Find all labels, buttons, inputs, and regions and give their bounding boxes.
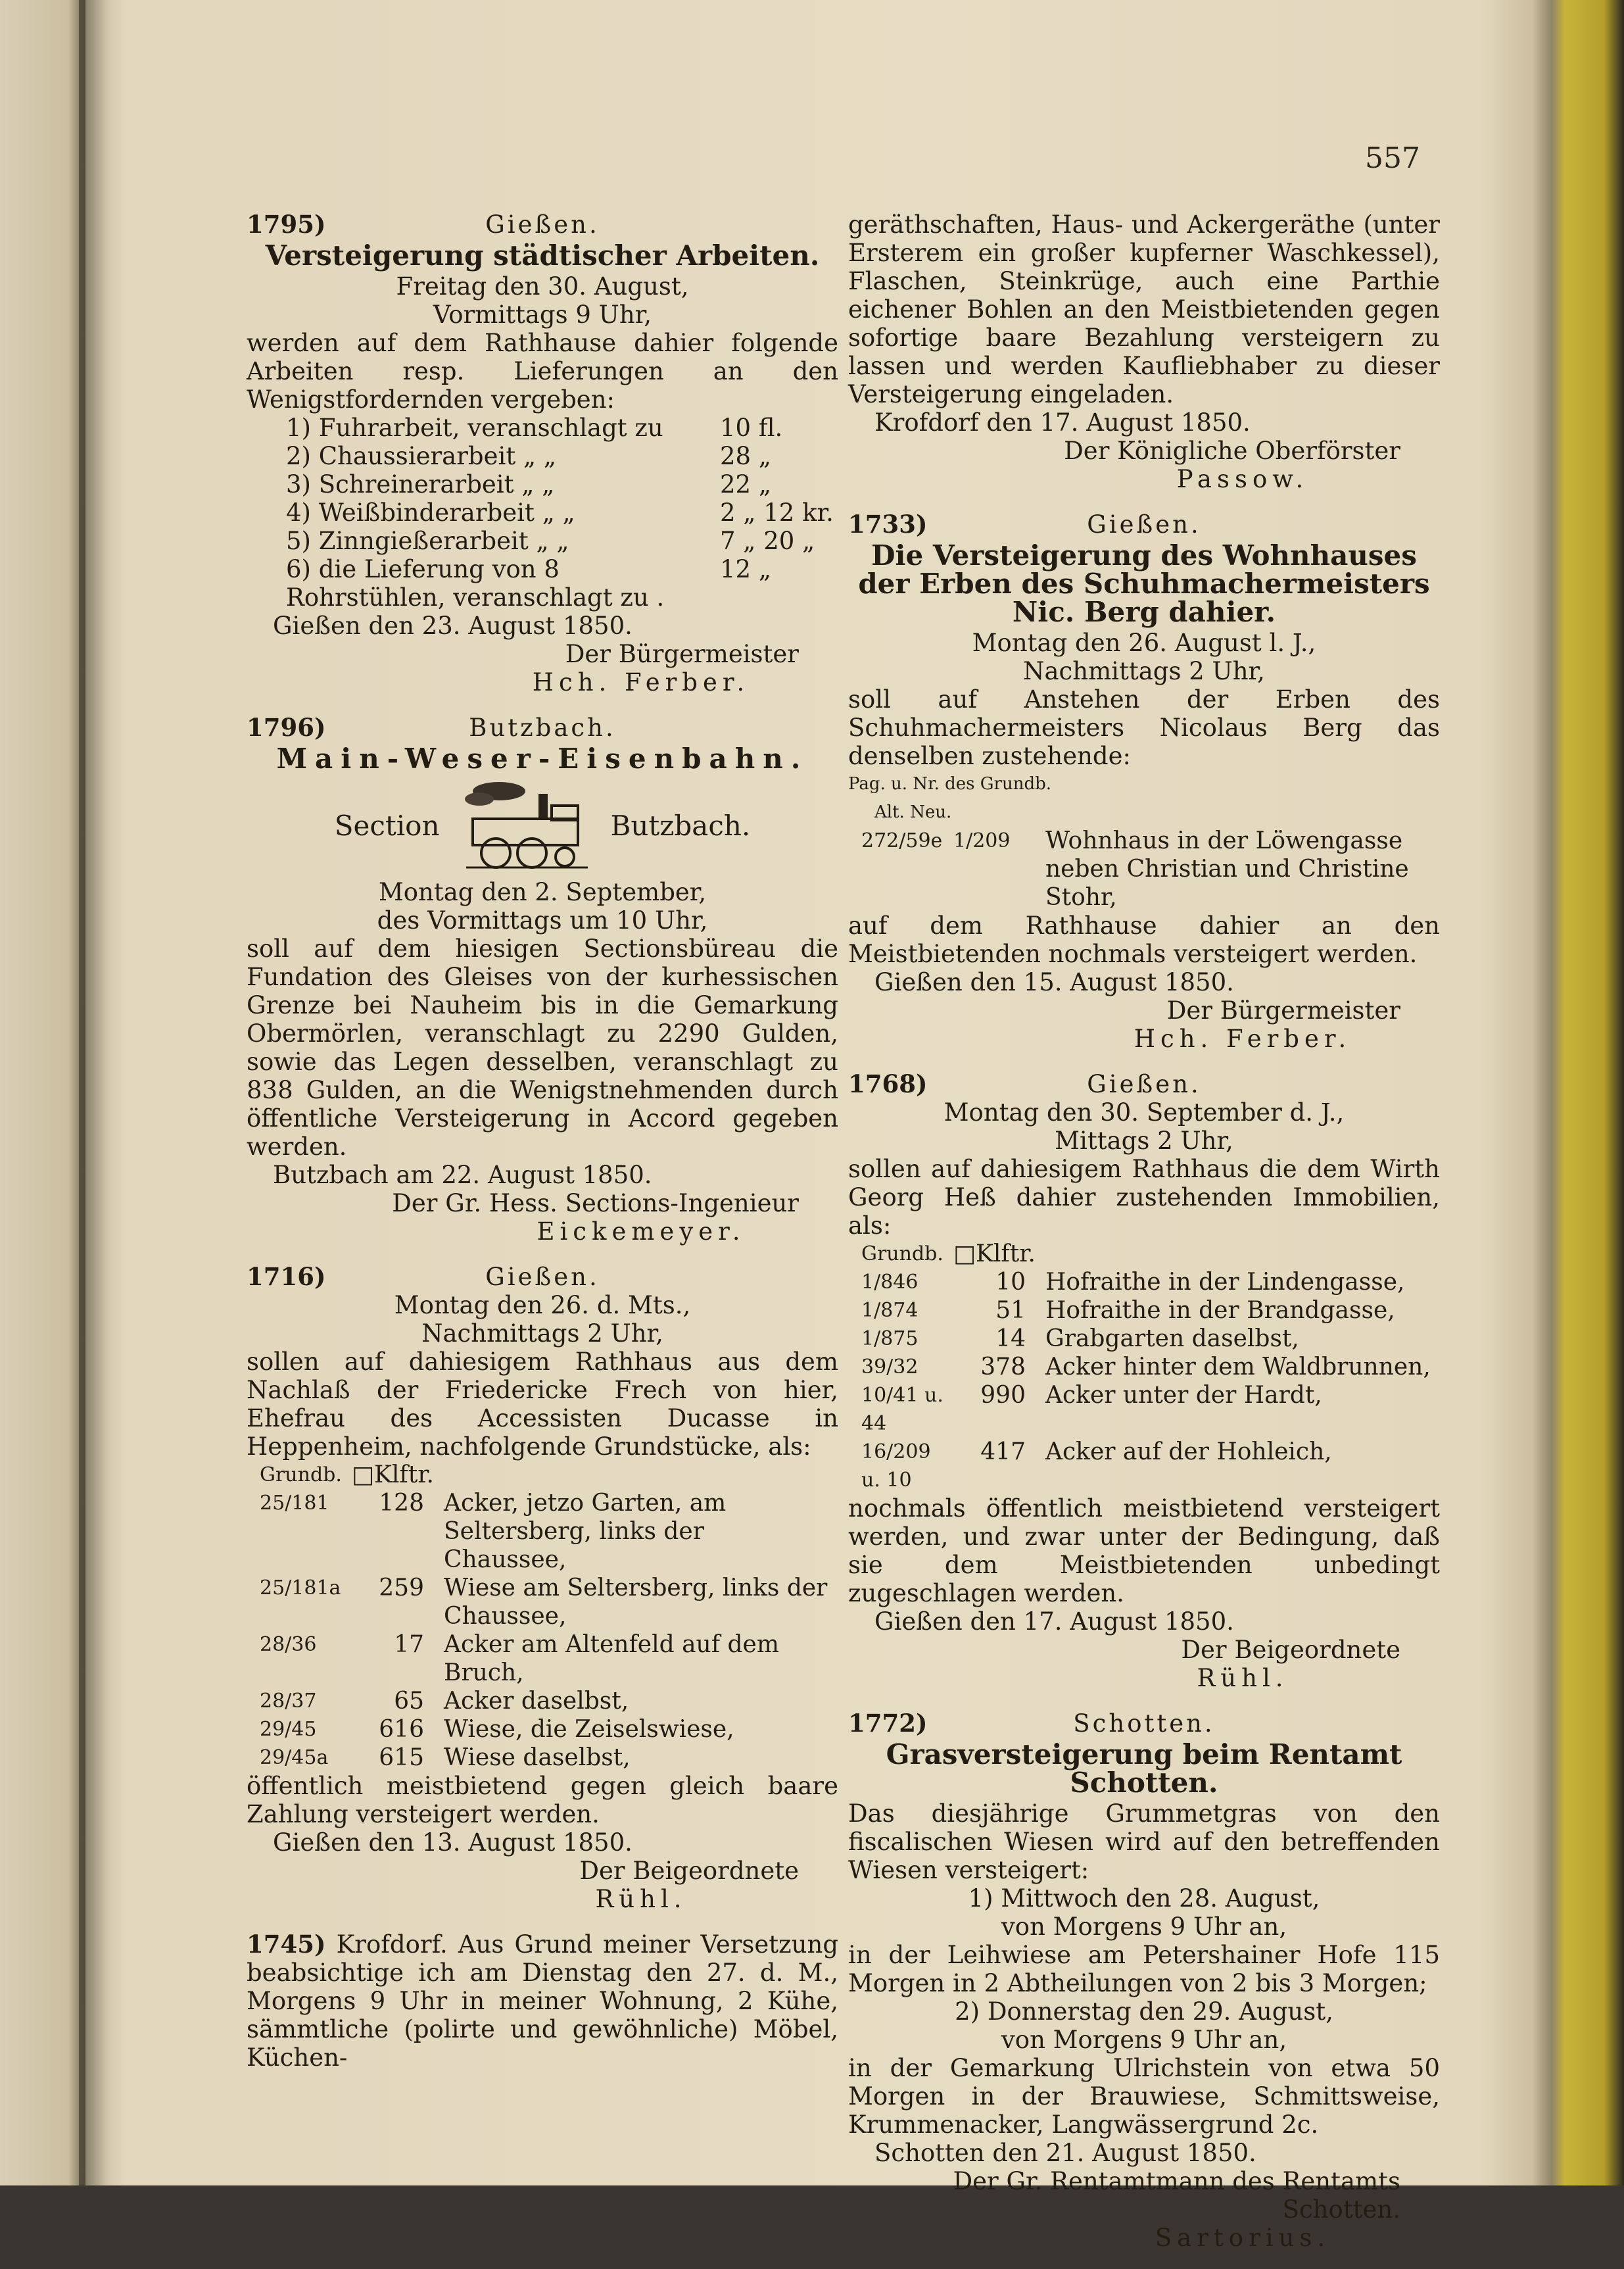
- work-list: [247, 414, 838, 612]
- notice-title: Versteigerung städtischer Arbeiten.: [265, 239, 820, 272]
- signature-role: Der Beigeordnete: [1181, 1636, 1400, 1664]
- signature-role: Der Gr. Rentamtmann des Rentamts Schotten.: [953, 2167, 1400, 2224]
- place-date: Schotten den 21. August 1850.: [874, 2139, 1256, 2167]
- signature-name: Eickemeyer.: [537, 1217, 746, 1246]
- notice-text: soll auf dem hiesigen Sectionsbüreau die Fundation des Gleises von der kurhessischen Grenze bei Nauheim bis in die Gemarkung Obermörlen, veranschlagt zu 2290 Gulden, sowie das Legen desselben, veranschlagt zu 838 Gulden, an die Wenigstnehmenden durch öffentliche Versteigerung in Accord gegeben werden.: [247, 935, 838, 1161]
- notice-1716: [247, 1263, 838, 1913]
- notice-date: Montag den 30. September d. J.,: [943, 1098, 1345, 1127]
- notice-1745-continued: [848, 210, 1440, 493]
- signature-name: Hch. Ferber.: [532, 668, 750, 696]
- place-date: Gießen den 17. August 1850.: [874, 1607, 1234, 1636]
- table-row: 1/846 10 Hofraithe in der Lindengasse,: [861, 1269, 1405, 1296]
- table-row: 1/875 14 Grabgarten daselbst,: [861, 1325, 1299, 1352]
- auction-location-1: in der Leihwiese am Petershainer Hofe 115 Morgen in 2 Abtheilungen von 2 bis 3 Morgen;: [848, 1941, 1440, 1997]
- section-line: [247, 779, 838, 871]
- notice-text-end: auf dem Rathhause dahier an den Meistbietenden nochmals versteigert werden.: [848, 912, 1440, 968]
- notice-text: sollen auf dahiesigem Rathhaus aus dem Nachlaß der Friedericke Frech von hier, Ehefrau des Accessisten Ducasse in Heppenheim, nachfolgende Grundstücke, als:: [247, 1348, 838, 1461]
- signature-role: Der Bürgermeister: [565, 640, 799, 668]
- table-row: 29/45a 615 Wiese daselbst,: [260, 1744, 631, 1771]
- signature-role: Der Bürgermeister: [1166, 996, 1400, 1025]
- notice-place: Gießen.: [485, 1263, 600, 1291]
- notice-number: 1796): [247, 713, 326, 742]
- notice-1796: [247, 714, 838, 1246]
- section-label: Section: [334, 809, 440, 842]
- list-item: 2) Chaussierarbeit „ „ 28 „: [286, 442, 772, 470]
- notice-number: 1733): [848, 510, 928, 539]
- place-date: Gießen den 15. August 1850.: [874, 968, 1234, 996]
- notice-number: 1716): [247, 1262, 326, 1291]
- table-row: 28/36 17 Acker am Altenfeld auf dem Bruch,: [260, 1631, 779, 1686]
- auction-time-2: von Morgens 9 Uhr an,: [1001, 2026, 1287, 2054]
- notice-title: Grasversteigerung beim Rentamt Schotten.: [886, 1738, 1402, 1799]
- table-row: 1/874 51 Hofraithe in der Brandgasse,: [861, 1297, 1395, 1324]
- table-row: 10/41 u. 44 990 Acker unter der Hardt,: [861, 1382, 1322, 1435]
- notice-date: Montag den 26. August l. J.,: [972, 629, 1316, 657]
- parcel-table: [260, 1461, 838, 1772]
- notice-1795: [247, 210, 838, 696]
- table-row: 25/181 128 Acker, jetzo Garten, am Seltersberg, links der Chaussee,: [260, 1490, 727, 1573]
- auction-location-2: in der Gemarkung Ulrichstein von etwa 50 Morgen in der Brauwiese, Schmittsweise, Krummenacker, Langwässergrund 2c.: [848, 2054, 1440, 2139]
- book-fold-shadow: [79, 0, 125, 2185]
- page-number: 557: [1365, 141, 1420, 175]
- notice-text: soll auf Anstehen der Erben des Schuhmachermeisters Nicolaus Berg das denselben zustehende:: [848, 685, 1440, 770]
- list-item: 3) Schreinerarbeit „ „ 22 „: [286, 470, 772, 499]
- notice-text: Das diesjährige Grummetgras von den fiscalischen Wiesen wird auf den betreffenden Wiesen versteigert:: [848, 1799, 1440, 1884]
- notice-title: Die Versteigerung des Wohnhauses der Erben des Schuhmachermeisters Nic. Berg dahier.: [858, 539, 1430, 628]
- signature-name: Sartorius.: [1155, 2224, 1331, 2252]
- notice-place: Schotten.: [1073, 1709, 1215, 1738]
- signature-role: Der Beigeordnete: [579, 1857, 799, 1885]
- notice-time: Nachmittags 2 Uhr,: [1023, 657, 1265, 685]
- notice-time: Vormittags 9 Uhr,: [433, 301, 652, 329]
- notice-text: werden auf dem Rathhause dahier folgende Arbeiten resp. Lieferungen an den Wenigstfordernden vergeben:: [247, 329, 838, 414]
- parcel-table: [861, 827, 1440, 912]
- left-column: [247, 210, 838, 2089]
- register-heading: Pag. u. Nr. des Grundb.: [848, 774, 1052, 794]
- notice-text-end: nochmals öffentlich meistbietend versteigert werden, und zwar unter der Bedingung, daß sie dem Meistbietenden unbedingt zugeschlagen werden.: [848, 1494, 1440, 1607]
- notice-number: 1772): [848, 1709, 928, 1738]
- notice-place: Butzbach.: [469, 714, 616, 742]
- section-name: Butzbach.: [610, 809, 751, 842]
- table-row: 28/37 65 Acker daselbst,: [260, 1688, 629, 1715]
- signature-name: Passow.: [1176, 465, 1309, 493]
- auction-time-1: von Morgens 9 Uhr an,: [1001, 1913, 1287, 1941]
- right-column: [848, 210, 1440, 2269]
- place-date: Gießen den 23. August 1850.: [273, 612, 633, 640]
- notice-place: Gießen.: [1087, 510, 1201, 539]
- notice-1745: [247, 1930, 838, 2072]
- register-subheading: Alt. Neu.: [874, 802, 952, 822]
- list-item: 4) Weißbinderarbeit „ „ 2 „ 12 kr.: [286, 499, 834, 527]
- place-date: Butzbach am 22. August 1850.: [273, 1161, 652, 1189]
- notice-number: 1795): [247, 210, 326, 239]
- table-row: 25/181a 259 Wiese am Seltersberg, links der Chaussee,: [260, 1574, 828, 1630]
- notice-time: Nachmittags 2 Uhr,: [421, 1319, 663, 1348]
- notice-text: sollen auf dahiesigem Rathhaus die dem Wirth Georg Heß dahier zustehenden Immobilien, als:: [848, 1155, 1440, 1240]
- place-date: Krofdorf den 17. August 1850.: [874, 408, 1251, 437]
- table-row: 272/59e 1/209 Wohnhaus in der Löwengasse neben Christian und Christine Stohr,: [861, 827, 1409, 911]
- notice-text: geräthschaften, Haus- und Ackergeräthe (unter Ersterem ein großer kupferner Waschkessel), Flaschen, Steinkrüge, auch eine Parthie eichener Bohlen an den Meistbietenden gegen sofortige baare Bezahlung versteigern zu lassen und werden Kaufliebhaber zu dieser Versteigerung eingeladen.: [848, 210, 1440, 408]
- notice-date: Freitag den 30. August,: [396, 272, 689, 301]
- notice-title: Main-Weser-Eisenbahn.: [276, 743, 809, 775]
- list-item: 5) Zinngießerarbeit „ „ 7 „ 20 „: [286, 527, 815, 555]
- list-item: 1) Fuhrarbeit, veranschlagt zu 10 fl.: [286, 414, 783, 442]
- signature-name: Rühl.: [1197, 1664, 1289, 1692]
- notice-place: Gießen.: [485, 210, 600, 239]
- notice-date: Montag den 2. September,: [378, 878, 707, 906]
- notice-1772: [848, 1709, 1440, 2252]
- place-date: Gießen den 13. August 1850.: [273, 1828, 633, 1857]
- notice-time: des Vormittags um 10 Uhr,: [377, 906, 708, 935]
- signature-name: Hch. Ferber.: [1134, 1025, 1352, 1053]
- parcel-table: [861, 1240, 1437, 1494]
- table-row: 39/32 378 Acker hinter dem Waldbrunnen,: [861, 1354, 1431, 1380]
- notice-number: 1768): [848, 1069, 928, 1098]
- signature-role: Der Gr. Hess. Sections-Ingenieur: [392, 1189, 799, 1217]
- table-header: Grundb. □Klftr.: [260, 1461, 434, 1488]
- signature-role: Der Königliche Oberförster: [1064, 437, 1400, 465]
- notice-1733: [848, 510, 1440, 1053]
- notice-number: 1745): [247, 1930, 326, 1959]
- notice-text-end: öffentlich meistbietend gegen gleich baare Zahlung versteigert werden.: [247, 1772, 838, 1828]
- notice-date: Montag den 26. d. Mts.,: [394, 1291, 691, 1319]
- facing-page-edge: [0, 0, 85, 2185]
- auction-date-1: 1) Mittwoch den 28. August,: [968, 1884, 1320, 1913]
- notice-place: Gießen.: [1087, 1070, 1201, 1098]
- locomotive-icon: [460, 779, 591, 871]
- table-row: 29/45 616 Wiese, die Zeiselswiese,: [260, 1716, 734, 1743]
- notice-1768: [848, 1070, 1440, 1692]
- notice-text: Krofdorf. Aus Grund meiner Versetzung beabsichtige ich am Dienstag den 27. d. M., Morgens 9 Uhr in meiner Wohnung, 2 Kühe, sämmtliche (polirte und gewöhnliche) Möbel, Küchen-: [247, 1930, 839, 2072]
- auction-date-2: 2) Donnerstag den 29. August,: [955, 1997, 1333, 2026]
- signature-name: Rühl.: [595, 1885, 687, 1913]
- notice-time: Mittags 2 Uhr,: [1055, 1127, 1233, 1155]
- list-item: 6) die Lieferung von 8 Rohrstühlen, veranschlagt zu . 12 „: [286, 555, 772, 612]
- table-header: Grundb. □Klftr.: [861, 1240, 1036, 1267]
- table-row: 16/209 u. 10 417 Acker auf der Hohleich,: [861, 1438, 1332, 1492]
